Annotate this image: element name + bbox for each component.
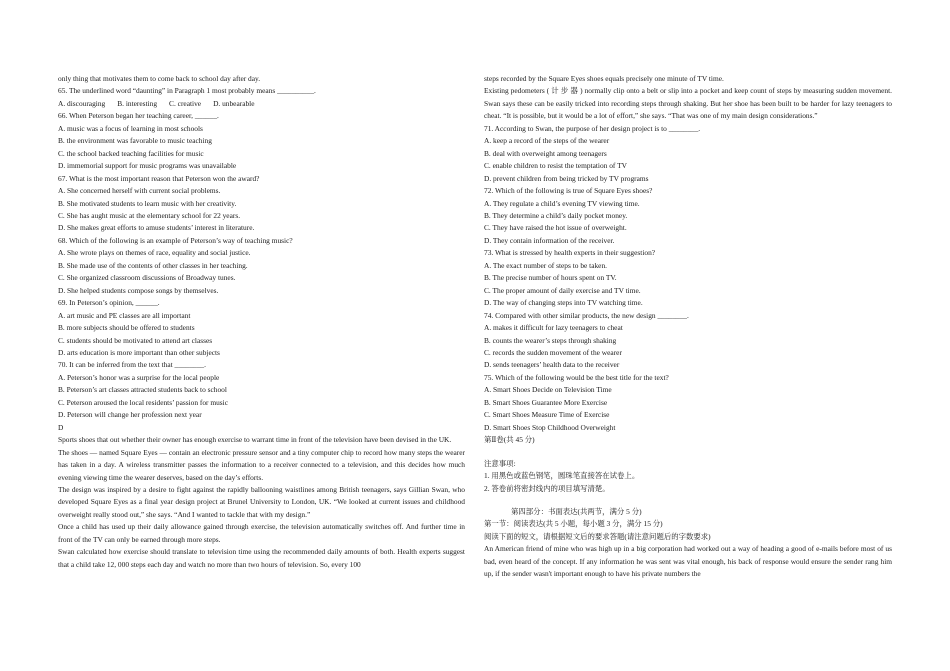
text-line: B. more subjects should be offered to students xyxy=(58,323,195,333)
passage-paragraph: Sports shoes that out whether their owner has enough exercise to warrant time in front of the television have been devised in the UK. xyxy=(58,435,452,445)
text-line: C. They have raised the hot issue of overweight. xyxy=(484,223,627,233)
text-line: D. arts education is more important than other subjects xyxy=(58,347,220,357)
text-line: B. They determine a child’s daily pocket money. xyxy=(484,210,628,220)
text-line: A. She concerned herself with current social problems. xyxy=(58,186,221,196)
text-line: C. The proper amount of daily exercise and TV time. xyxy=(484,285,641,295)
text-line: D. The way of changing steps into TV watching time. xyxy=(484,298,643,308)
text-line: A. art music and PE classes are all important xyxy=(58,310,191,320)
q65-option-b: B. interesting xyxy=(117,98,158,108)
text-line: A. She wrote plays on themes of race, equality and social justice. xyxy=(58,248,251,258)
text-line: 69. In Peterson’s opinion, ______. xyxy=(58,298,160,308)
text-line: A. music was a focus of learning in most schools xyxy=(58,123,203,133)
text-line: B. Smart Shoes Guarantee More Exercise xyxy=(484,397,608,407)
passage-paragraph: Existing pedometers ( 计 步 器 ) normally clip onto a belt or slip into a pocket and keep count of steps by measuring sudden movement. Swan says these can be easily tricked into recording steps through shaking. But her shoe has been built to be harder for lazy teenagers to cheat. “It is possible, but it would be a lot of effort,” she says. “That was one of my main design considerations.” xyxy=(484,86,892,121)
passage-paragraph: Once a child has used up their daily allowance gained through exercise, the television automatically switches off. And further time in front of the TV can only be earned through more steps. xyxy=(58,522,465,544)
text-line: C. Smart Shoes Measure Time of Exercise xyxy=(484,410,610,420)
text-line: B. She made use of the contents of other classes in her teaching. xyxy=(58,260,248,270)
text-line: B. Peterson’s art classes attracted students back to school xyxy=(58,385,227,395)
text-line: 第Ⅱ卷(共 45 分) xyxy=(484,435,535,445)
text-line: C. Peterson aroused the local residents’ passion for music xyxy=(58,397,229,407)
passage-paragraph: steps recorded by the Square Eyes shoes equals precisely one minute of TV time. xyxy=(484,74,724,83)
text-line: A. Smart Shoes Decide on Television Time xyxy=(484,385,612,395)
text-line: C. the school backed teaching facilities for music xyxy=(58,148,204,158)
text-line: 74. Compared with other similar products, the new design ________. xyxy=(484,310,689,320)
text-line: A. makes it difficult for lazy teenagers to cheat xyxy=(484,323,623,333)
text-line: only thing that motivates them to come back to school day after day. xyxy=(58,74,261,83)
text-line: D xyxy=(58,422,64,432)
text-line: A. keep a record of the steps of the wearer xyxy=(484,136,610,146)
text-line: 71. According to Swan, the purpose of her design project is to ________. xyxy=(484,123,701,133)
passage-paragraph: Swan calculated how exercise should translate to television time using the recommended daily amounts of both. Health experts suggest that a child take 12, 000 steps each day and watch no more than two hours of television. So, every 100 xyxy=(58,547,465,569)
q65-option-c: C. creative xyxy=(169,98,202,108)
text-line: D. Smart Shoes Stop Childhood Overweight xyxy=(484,422,616,432)
note-1: 1. 用黑色或蓝色钢笔，圆珠笔直接答在试卷上。 xyxy=(484,471,640,481)
text-line: D. sends teenagers’ health data to the receiver xyxy=(484,360,620,370)
text-line: A. The exact number of steps to be taken. xyxy=(484,260,608,270)
final-paragraph: An American friend of mine who was high up in a big corporation had worked out a way of heading a good of e-mails before most of us bad, even heard of the concept. If any information he was sent was vital enough, his back of response would ensure the sender rang him up, if the sender wasn't important enough to have his private numbers the xyxy=(484,544,892,579)
text-line: 72. Which of the following is true of Square Eyes shoes? xyxy=(484,186,653,196)
q65-option-a: A. discouraging xyxy=(58,98,106,108)
text-line: D. prevent children from being tricked by TV programs xyxy=(484,173,649,183)
text-line: D. immemorial support for music programs was unavailable xyxy=(58,161,237,171)
text-line: C. students should be motivated to attend art classes xyxy=(58,335,213,345)
text-line: D. She makes great efforts to amuse students’ interest in literature. xyxy=(58,223,255,233)
text-line: A. They regulate a child’s evening TV viewing time. xyxy=(484,198,640,208)
text-line: B. The precise number of hours spent on TV. xyxy=(484,273,617,283)
text-line: 75. Which of the following would be the best title for the text? xyxy=(484,372,669,382)
q65-option-d: D. unbearable xyxy=(213,98,255,108)
text-line: C. She organized classroom discussions of Broadway tunes. xyxy=(58,273,236,283)
notes-title: 注意事项: xyxy=(484,458,516,468)
text-line: 73. What is stressed by health experts in their suggestion? xyxy=(484,248,656,258)
text-line: D. They contain information of the receiver. xyxy=(484,235,615,245)
q65-options xyxy=(58,98,465,110)
text-line: D. Peterson will change her profession next year xyxy=(58,410,202,420)
text-line: B. the environment was favorable to music teaching xyxy=(58,136,212,146)
right-column xyxy=(484,73,892,581)
part4-section-1: 第一节：阅读表达(共 5 小题，每小题 3 分，满分 15 分) xyxy=(484,519,663,529)
left-column xyxy=(58,73,465,571)
text-line: 70. It can be inferred from the text that ________. xyxy=(58,360,206,370)
text-line: 66. When Peterson began her teaching career, ______. xyxy=(58,111,219,121)
part4-title: 第四部分：书面表达(共两节，满分 5 分) xyxy=(511,506,642,516)
text-line: B. deal with overweight among teenagers xyxy=(484,148,607,158)
text-line: B. counts the wearer’s steps through shaking xyxy=(484,335,617,345)
text-line: D. She helped students compose songs by themselves. xyxy=(58,285,219,295)
text-line: C. records the sudden movement of the wearer xyxy=(484,347,622,357)
text-line: A. Peterson’s honor was a surprise for the local people xyxy=(58,372,220,382)
note-2: 2. 答卷前将密封线内的项目填写清楚。 xyxy=(484,483,610,493)
text-line: B. She motivated students to learn music with her creativity. xyxy=(58,198,237,208)
passage-paragraph: The shoes — named Square Eyes — contain an electronic pressure sensor and a tiny computer chip to record how many steps the wearer has taken in a day. A wireless transmitter passes the information to a receiver connected to a television, and this decides how much evening viewing time the wearer deserves, based on the day’s efforts. xyxy=(58,447,465,482)
text-line: 65. The underlined word “daunting” in Paragraph 1 most probably means __________. xyxy=(58,86,316,96)
passage-paragraph: The design was inspired by a desire to fight against the rapidly ballooning waistlines among British teenagers, says Gillian Swan, who developed Square Eyes as a final year design project at Brunel University to London, UK. “We looked at current issues and childhood overweight really stood out,” she says. “And I wanted to tackle that with my design.” xyxy=(58,484,465,519)
text-line: 67. What is the most important reason that Peterson won the award? xyxy=(58,173,260,183)
text-line: C. enable children to resist the temptation of TV xyxy=(484,161,627,171)
text-line: 68. Which of the following is an example of Peterson’s way of teaching music? xyxy=(58,235,293,245)
part4-instruction: 阅读下面的短文，请根据短文后的要求答题(请注意问题后的字数要求) xyxy=(484,531,711,541)
text-line: C. She has aught music at the elementary school for 22 years. xyxy=(58,210,241,220)
